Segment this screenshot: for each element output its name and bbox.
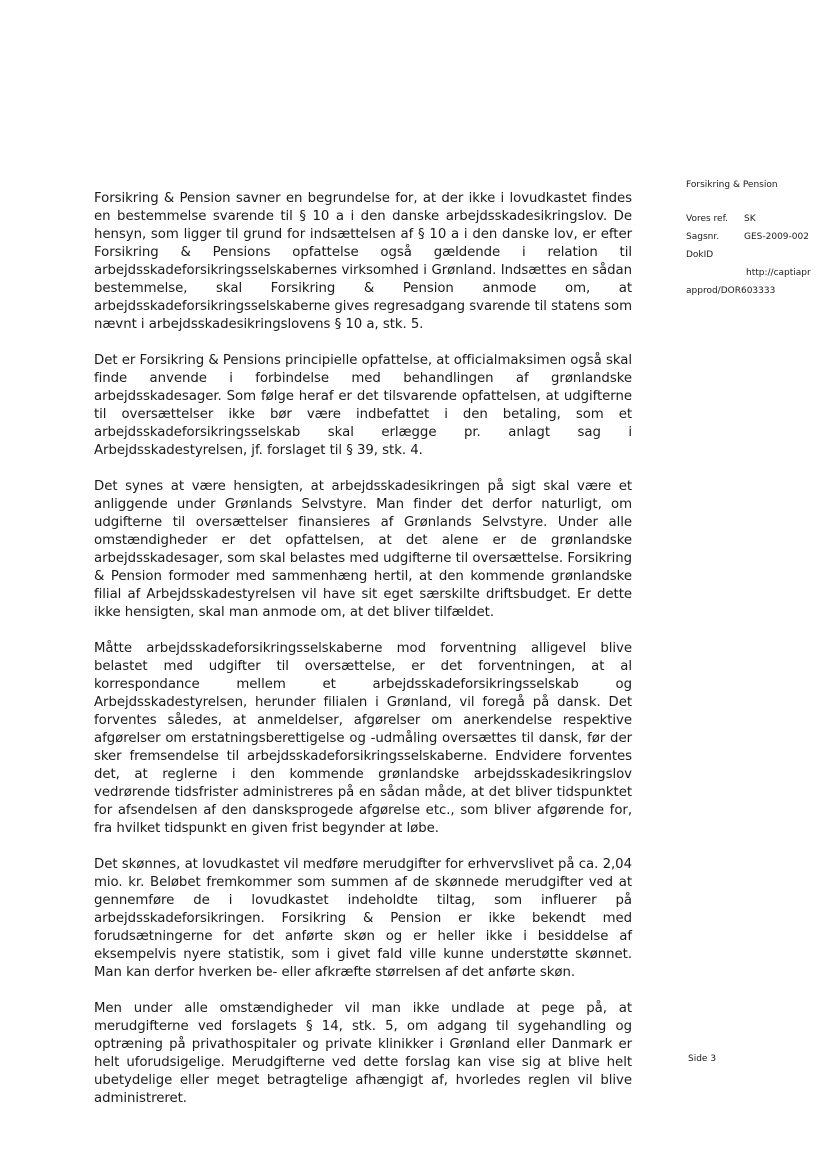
sender-organization: Forsikring & Pension	[686, 180, 778, 190]
sagsnr-row	[686, 228, 827, 246]
dokid-label: DokID	[686, 250, 714, 260]
letter-body	[94, 190, 632, 1126]
sender-info	[686, 176, 827, 300]
dokid-row	[686, 246, 827, 264]
paragraph-oversaettelse: Måtte arbejdsskadeforsikringsselskaberne mod forventning alligevel blive belastet med udgifter til oversættelse, er det forventningen, at al korrespondance mellem et arbejdsskadeforsikringsselskab og Arbejdsskadestyrelsen, herunder filialen i Grønland, vil foregå på dansk. Det forventes således, at anmeldelser, afgørelser om anerkendelse respektive afgørelser om erstatningsberettigelse og -udmåling oversættes til dansk, før der sker fremsendelse til arbejdsskadeforsikringsselskaberne. Endvidere forventes det, at reglerne i den kommende grønlandske arbejdsskadesikringslov vedrørende tidsfrister administreres på en sådan måde, at det bliver tidspunktet for afsendelsen af den dansksprogede afgørelse etc., som bliver afgørende for, fra hvilket tidspunkt en given frist begynder at løbe.	[94, 641, 632, 836]
sagsnr-value: GES-2009-002	[744, 232, 809, 242]
dokid-link-line1[interactable]: http://captiapr	[746, 268, 811, 278]
vores-ref-row	[686, 210, 827, 228]
vores-ref-value: SK	[744, 214, 756, 224]
paragraph-sygehandling: Men under alle omstændigheder vil man ikke undlade at pege på, at merudgifterne ved forslagets § 14, stk. 5, om adgang til sygehandling og optræning på privathospitaler og private klinikker i Grønland eller Danmark er helt uforudsigelige. Merudgifterne ved dette forslag kan vise sig at blive helt ubetydelige eller meget betragtelige afhængigt af, hvorledes reglen vil blive administreret.	[94, 1001, 632, 1106]
dokid-link-line2[interactable]: approd/DOR603333	[686, 286, 776, 296]
vores-ref-label: Vores ref.	[686, 214, 728, 224]
page-number: Side 3	[688, 1054, 717, 1064]
paragraph-selvstyre: Det synes at være hensigten, at arbejdsskadesikringen på sigt skal være et anliggende under Grønlands Selvstyre. Man finder det derfor naturligt, om udgifterne til oversættelser finansieres af Grønlands Selvstyre. Under alle omstændigheder er det opfattelsen, at det alene er de grønlandske arbejdsskadesager, som skal belastes med udgifterne til oversættelse. Forsikring & Pension formoder med sammenhæng hertil, at den kommende grønlandske filial af Arbejdsskadestyrelsen vil have sit eget særskilte driftsbudget. Er dette ikke hensigten, skal man anmode om, at det bliver tilfældet.	[94, 479, 632, 620]
sagsnr-label: Sagsnr.	[686, 232, 720, 242]
paragraph-merudgifter: Det skønnes, at lovudkastet vil medføre merudgifter for erhvervslivet på ca. 2,04 mio. kr. Beløbet fremkommer som summen af de skønnede merudgifter ved at gennemføre de i lovudkastet indeholdte tiltag, som influerer på arbejdsskadeforsikringen. Forsikring & Pension er ikke bekendt med forudsætningerne for det anførte skøn og er heller ikke i besiddelse af eksempelvis nyere statistik, som i givet fald ville kunne understøtte skønnet. Man kan derfor hverken be- eller afkræfte størrelsen af det anførte skøn.	[94, 857, 632, 980]
paragraph-regresadgang: Forsikring & Pension savner en begrundelse for, at der ikke i lovudkastet findes en bestemmelse svarende til § 10 a i den danske arbejdsskadesikringslov. De hensyn, som ligger til grund for indsættelsen af § 10 a i den danske lov, er efter Forsikring & Pensions opfattelse også gældende i relation til arbejdsskadeforsikringsselskabernes virksomhed i Grønland. Indsættes en sådan bestemmelse, skal Forsikring & Pension anmode om, at arbejdsskadeforsikringsselskaberne gives regresadgang svarende til statens som nævnt i arbejdsskadesikringslovens § 10 a, stk. 5.	[94, 191, 632, 332]
paragraph-officialmaksimen: Det er Forsikring & Pensions principielle opfattelse, at officialmaksimen også skal finde anvende i forbindelse med behandlingen af grønlandske arbejdsskadesager. Som følge heraf er det tilsvarende opfattelsen, at udgifterne til oversættelser ikke bør være indbefattet i den betaling, som et arbejdsskadeforsikringsselskab skal erlægge pr. anlagt sag i Arbejdsskadestyrelsen, jf. forslaget til § 39, stk. 4.	[94, 353, 632, 458]
